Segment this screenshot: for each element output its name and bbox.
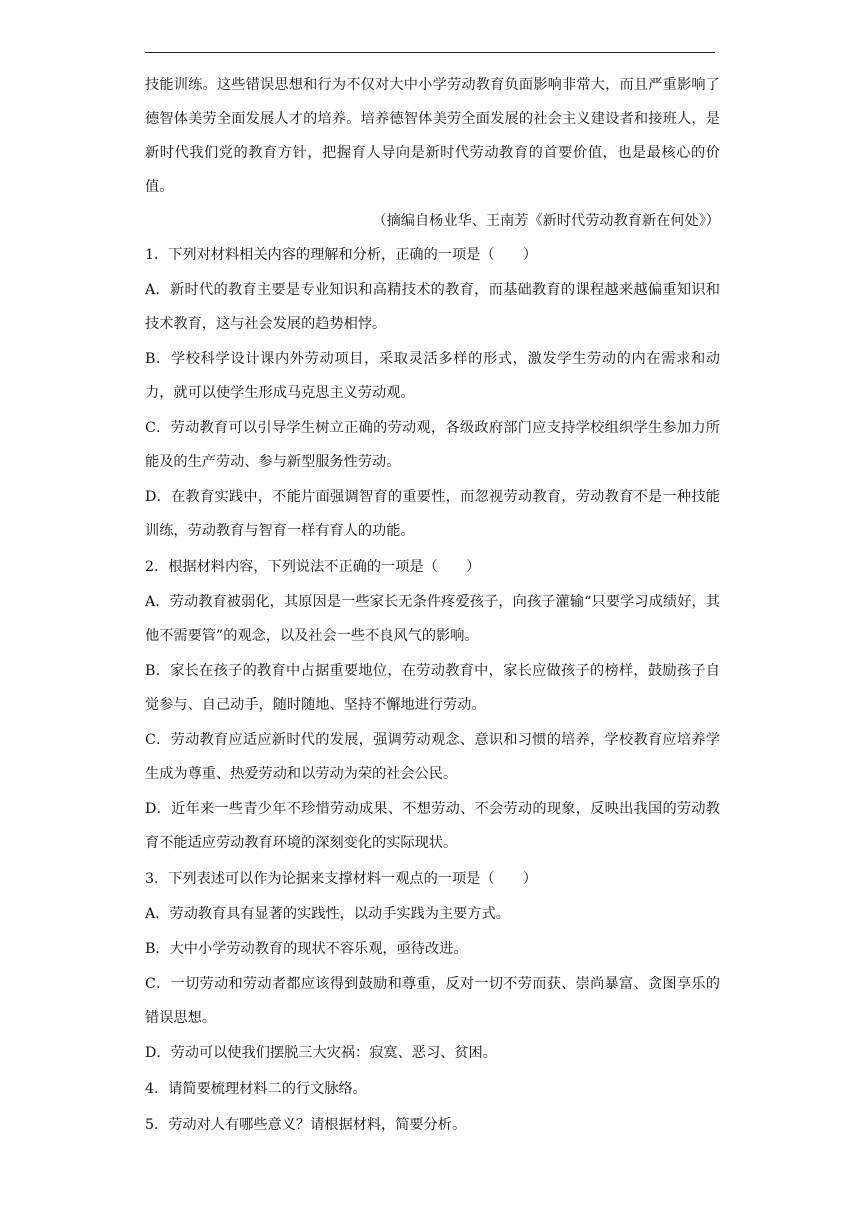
- question-stem: 5．劳动对人有哪些意义？请根据材料，简要分析。: [145, 1117, 467, 1133]
- question-4: [145, 1072, 720, 1106]
- option-d: D．在教育实践中，不能片面强调智育的重要性，而忽视劳动教育，劳动教育不是一种技能训练，劳动教育与智育一样有育人的功能。: [145, 489, 720, 539]
- question-5: [145, 1108, 720, 1142]
- option-b: B．学校科学设计课内外劳动项目，采取灵活多样的形式，激发学生劳动的内在需求和动力，就可以使学生形成马克思主义劳动观。: [145, 351, 720, 401]
- option-b: B．大中小学劳动教育的现状不容乐观，亟待改进。: [145, 941, 468, 957]
- option-c: C．劳动教育应适应新时代的发展，强调劳动观念、意识和习惯的培养，学校教育应培养学生成为尊重、热爱劳动和以劳动为荣的社会公民。: [145, 732, 720, 782]
- option-d: D．劳动可以使我们摆脱三大灾祸：寂寞、恶习、贫困。: [145, 1045, 497, 1061]
- option-b: B．家长在孩子的教育中占据重要地位，在劳动教育中，家长应做孩子的榜样，鼓励孩子自觉参与、自己动手，随时随地、坚持不懈地进行劳动。: [145, 663, 720, 713]
- question-2: [145, 552, 720, 860]
- option-c: C．劳动教育可以引导学生树立正确的劳动观，各级政府部门应支持学校组织学生参加力所能及的生产劳动、参与新型服务性劳动。: [145, 420, 720, 470]
- exam-page-content: [145, 68, 720, 1143]
- question-3: [145, 864, 720, 1070]
- question-1: [145, 240, 720, 548]
- question-stem: 2．根据材料内容，下列说法不正确的一项是（ ）: [145, 559, 481, 575]
- option-a: A．劳动教育被弱化，其原因是一些家长无条件疼爱孩子，向孩子灌输“只要学习成绩好，其他不需要管”的观念，以及社会一些不良风气的影响。: [145, 594, 720, 644]
- option-a: A．劳动教育具有显著的实践性，以动手实践为主要方式。: [145, 906, 510, 922]
- option-a: A．新时代的教育主要是专业知识和高精技术的教育，而基础教育的课程越来越偏重知识和技术教育，这与社会发展的趋势相悖。: [145, 282, 720, 332]
- question-stem: 3．下列表述可以作为论据来支撑材料一观点的一项是（ ）: [145, 871, 538, 887]
- question-stem: 1．下列对材料相关内容的理解和分析，正确的一项是（ ）: [145, 247, 538, 263]
- option-c: C．一切劳动和劳动者都应该得到鼓励和尊重，反对一切不劳而获、崇尚暴富、贪图享乐的错误思想。: [145, 976, 720, 1026]
- passage-source: （摘编自杨业华、王南芳《新时代劳动教育新在何处》）: [372, 213, 720, 229]
- option-d: D．近年来一些青少年不珍惜劳动成果、不想劳动、不会劳动的现象，反映出我国的劳动教育不能适应劳动教育环境的深刻变化的实际现状。: [145, 801, 720, 851]
- header-rule: [145, 52, 715, 53]
- question-stem: 4．请简要梳理材料二的行文脉络。: [145, 1081, 367, 1097]
- passage-text: 技能训练。这些错误思想和行为不仅对大中小学劳动教育负面影响非常大，而且严重影响了德智体美劳全面发展人才的培养。培养德智体美劳全面发展的社会主义建设者和接班人，是新时代我们党的教育方针，把握育人导向是新时代劳动教育的首要价值，也是最核心的价值。: [145, 77, 720, 195]
